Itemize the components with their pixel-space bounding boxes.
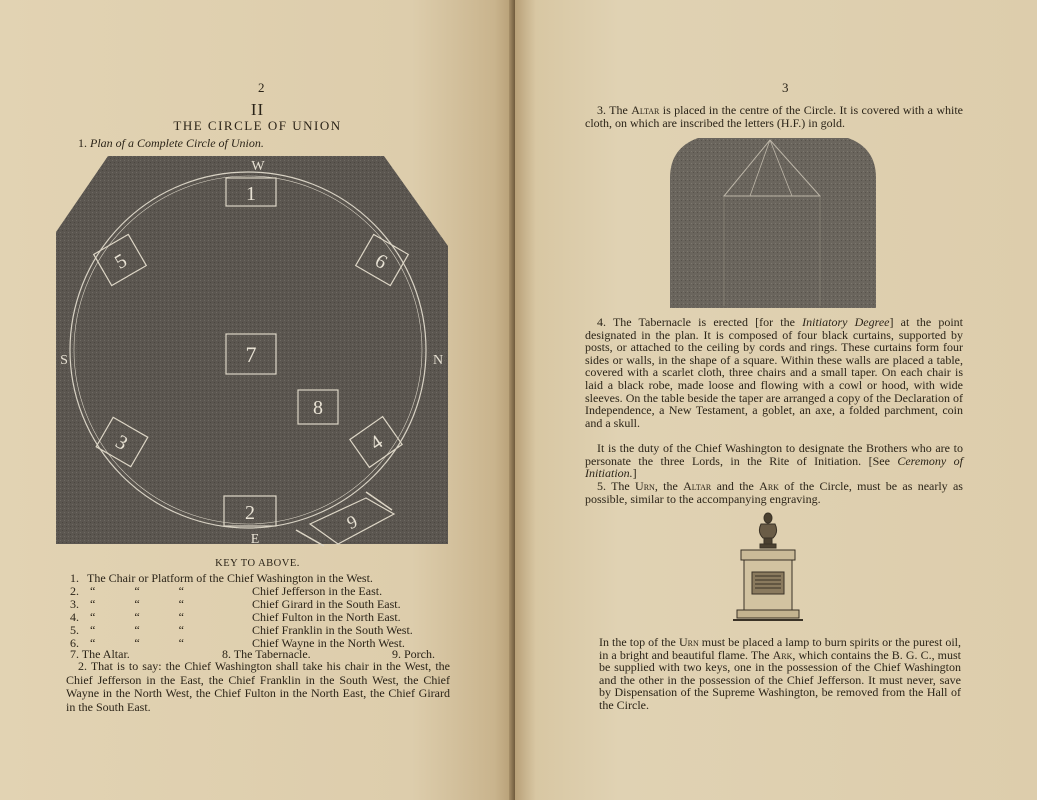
paragraph-tabernacle: 4. The Tabernacle is erected [for the Initiatory Degree] at the point designated in the plan. It is composed of four black curtains, supported by posts, or attached to the ceiling by cords and rings. These curtains form four sides or walls, in the shape of a square. Within these walls are placed a table, covered with a scarlet cloth, three chairs and a small taper. On each chair is laid a black robe, made loose and flowing with a cowl or hood, with wide sleeves. On the table beside the taper are arranged a copy of the Declaration of Independence, a New Testament, a goblet, an axe, a folded parchment, coin and a skull.	[585, 315, 964, 430]
plan-caption	[78, 136, 264, 151]
svg-text:3: 3	[111, 430, 132, 455]
svg-text:9: 9	[343, 511, 361, 533]
page-number-left: 2	[258, 80, 265, 95]
svg-text:8: 8	[313, 397, 323, 419]
chapter-numeral: II	[250, 100, 265, 119]
left-page: 2 II THE CIRCLE OF UNION 1. Plan of a Complete Circle of Union. W S N E 1 2 5 6 7 8 3 4 9 KEY TO ABOVE. 1. The Chair or Platform of the Chief Washington in the West. 2. “ “ “ Chief Jefferson in the East. 3. “ “ “ Chief Girard in the South East. 4. “ “ “ Chief Fulton in the North East. 5. “ “ “ Chief Franklin in the South West. 6. “ “ “ Chief Wayne in the North West. 7. The Altar. 8. The Tabernacle. 9. Porch. 2. That is to say: the Chief Washington shall take his chair in the West, the Chief Jefferson in the East, the Chief Franklin in the South West, the Chief Wayne in the North West, the Chief Fulton in the North East, the Chief Girard in the South East.	[0, 0, 515, 800]
plan-caption-number: 1.	[78, 136, 87, 150]
compass-south: S	[60, 353, 68, 368]
key-altar: 7. The Altar.	[70, 647, 130, 661]
right-page	[515, 0, 1037, 800]
plan-caption-text: Plan of a Complete Circle of Union.	[90, 136, 264, 150]
compass-north: N	[432, 353, 444, 368]
key-title: KEY TO ABOVE.	[215, 558, 300, 569]
svg-text:4: 4	[366, 430, 387, 455]
compass-west: W	[251, 159, 265, 174]
key-porch: 9. Porch.	[392, 647, 435, 661]
compass-east: E	[250, 532, 260, 547]
urn-altar-ark-engraving	[733, 508, 803, 630]
svg-text:1: 1	[246, 183, 256, 205]
urn-icon	[759, 513, 776, 548]
key-tabernacle: 8. The Tabernacle.	[222, 647, 311, 661]
ark-icon	[733, 550, 803, 620]
paragraph-ark: In the top of the Urn must be placed a lamp to burn spirits or the purest oil, in a bright and beautiful flame. The Ark, which contains the B. G. C., must be supplied with two keys, one in the possession of the Chief Washington and the other in the possession of the Chief Jefferson. It must never, save by Dispensation of the Supreme Washington, be removed from the Hall of the Circle.	[599, 635, 961, 712]
circle-plan-diagram	[48, 152, 452, 548]
svg-text:6: 6	[371, 249, 391, 274]
svg-text:7: 7	[245, 342, 257, 367]
svg-text:5: 5	[111, 249, 131, 274]
altar-engraving	[670, 138, 876, 310]
paragraph-altar: 3. The Altar is placed in the centre of the Circle. It is covered with a white cloth, on which are inscribed the letters (H.F.) in gold.	[585, 103, 963, 130]
page-number-right: 3	[782, 80, 789, 95]
altar-cloth	[670, 138, 876, 308]
paragraph-urn: 5. The Urn, the Altar and the Ark of the Circle, must be as nearly as possible, similar to the accompanying engraving.	[585, 479, 963, 506]
chapter-title: THE CIRCLE OF UNION	[173, 118, 342, 133]
svg-text:2: 2	[245, 502, 255, 524]
paragraph-duty: It is the duty of the Chief Washington to designate the Brothers who are to personate the three Lords, in the Rite of Initiation. [See Ceremony of Initiation.]	[585, 441, 963, 481]
key-note-paragraph: 2. That is to say: the Chief Washington shall take his chair in the West, the Chief Jefferson in the East, the Chief Franklin in the South West, the Chief Wayne in the North West, the Chief Fulton in the North East, the Chief Girard in the South East.	[66, 659, 450, 714]
